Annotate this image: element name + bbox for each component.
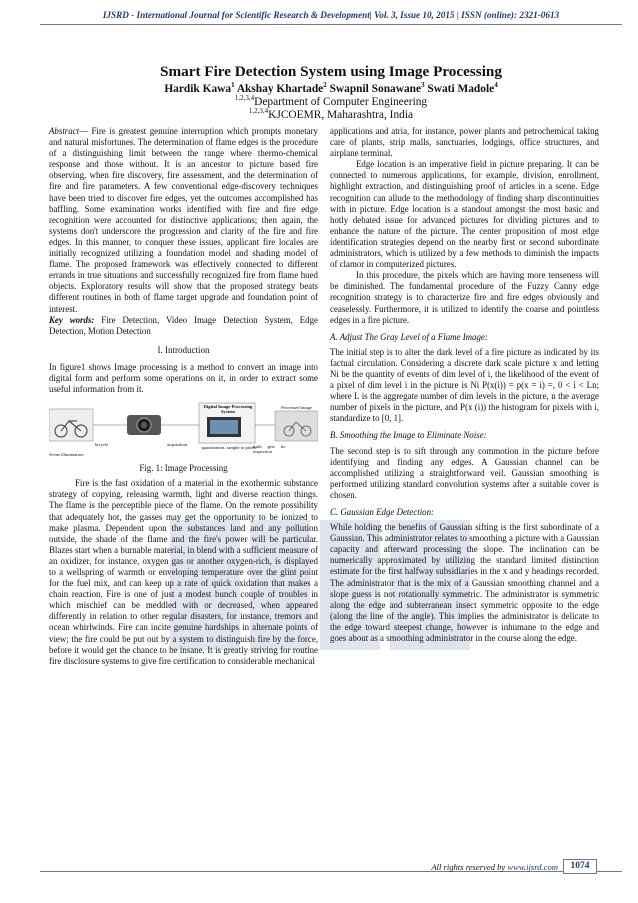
body-paragraph: In this procedure, the pixels which are having more tenseness will be diminished. The fundamental procedure of the Fuzzy Canny edge recognition strategy is to characterize fire and fire edges obviously and ceaselessly. Furthermore, it is utilized to identify the coarse and pointless edges in a fire picture. (330, 270, 599, 325)
page-number: 1074 (563, 859, 597, 874)
figure-label-process: quantization, sample to pixels (201, 445, 257, 451)
intro-paragraph: In figure1 shows Image processing is a method to convert an image into digital form and perform some operations on it, in order to extract some useful information from it. (49, 361, 318, 395)
author-name: Swati Madole (427, 83, 495, 95)
subsection-heading: B. Smoothing the Image to Eliminate Noise: (330, 430, 487, 441)
author-name: Swapnil Sonawane (329, 83, 422, 95)
body-paragraph: The initial step is to alter the dark level of a fire picture as indicated by its factual circulation. Considering a discrete dark scale picture x and letting Ni be the quantity of events of dim level of i, the likelihood of the event of a pixel of dim level i in the picture is Ni P(x(i)) = p(x = i) =, 0 < i < Ln; where L is the aggregate number of dim levels in the picture, n the average number of pixels in the picture, and P(x (i)) the histogram for pixels with i, standardize to [0, 1]. (330, 346, 599, 424)
body-paragraph: applications and atria, for instance, power plants and petrochemical taking care of plants, strip malls, sanctuaries, lodgings, office structures, and airplane terminal. (330, 126, 599, 159)
author-name: Hardik Kawa (164, 83, 232, 95)
figure-label-output-note: truth gets its inspection (253, 444, 285, 455)
keywords: Key words: Fire Detection, Video Image Detection System, Edge Detection, Motion Detection (49, 314, 318, 336)
title-block (40, 63, 622, 122)
figure-label-input: bicycle (95, 442, 109, 448)
figure-label-box: Digital Image Processing System (203, 404, 253, 415)
body-paragraph: Edge location is an imperative field in picture preparing. It can be connected to numerous applications, for example, division, enrollment, highlight extraction, and distinguishing proof of articles in a scene. Edge recognition can allude to the methodology of finding sharp discontinuities with in picture. Edge location is a standout amongst the most basic and hotly debated issue for advanced pictures for dividing pictures and to enhance the nature of the picture. The center proposition of most edge identification strategies depend on the nearby first or second subordinate administrators, which is utilized by a few methods to diminish the impacts of clamor in computerized pictures. (330, 159, 599, 270)
figure-label-camera: acquisition (167, 442, 188, 448)
figure-image-processing (49, 401, 318, 459)
body-paragraph: The second step is to sift through any commotion in the picture before identifying and finding any edges. A Gaussian channel can be accomplished utilizing a straightforward veil. Gaussian smoothing is performed utilizing standard convolution systems after a suitable cover is chosen. (330, 445, 599, 500)
body-paragraph: While holding the benefits of Gaussian sifting is the first subordinate of a Gaussian. This administrator relates to smoothing a picture with a Gaussian capacity and afterward processing the slope. The inclination can be numerically approximated by utilizing the standard limited distinction estimate for the first halfway subsidiaries in the x and y headings recorded. The administrator that is the mix of a Gaussian smoothing channel and a slope guess is not rotationally symmetric. The administrator is symmetric along the edge and subterranean insect symmetric opposite to the edge (along the line of the angle). This implies the administrator is delicate to the edge toward steepest change, however is inhumane to the edge and goes about as a smoothing administrator in the course along the edge. (330, 522, 599, 644)
author-name: Akshay Khartade (236, 83, 324, 95)
abstract-label: Abstract (49, 126, 80, 136)
affiliation: $^{1,2,3,4}$Department of Computer Engineering (234, 94, 428, 108)
subsection-heading: A. Adjust The Gray Level of a Flame Image: (330, 331, 488, 342)
right-column (330, 126, 599, 644)
footer-copyright: All rights reserved by www.ijsrd.com (431, 862, 558, 872)
paper-title: Smart Fire Detection System using Image Processing (160, 63, 502, 80)
subsection-heading: C. Gaussian Edge Detection: (330, 507, 435, 517)
body-paragraph: Fire is the fast oxidation of a material in the exothermic substance strategy of copying, releasing warmth, light and diverse reaction things. The flame is the perceptible piece of the flame. On the remote possibility that adequately hot, the gasses may get the opportunity to be ionized to make plasma. Dependent upon the substances land and any pollution outside, the shade of the flame and the fire's power will be particular. Blazes start when a burnable material, in blend with a sufficient measure of an oxidizer, for instance, oxygen gas or another oxygen-rich, is displayed to a wellspring of warmth or enveloping temperature over the glint point for the fuel mix, and can keep up a rate of quick oxidation that makes a chain reaction. Fire is one of just a modest bunch couple of troubles in which mischief can be meddled with or decreased, when appeared differently in relation to other regular disasters, for instance, tremors and ocean whirlwinds. Fire can incite genuine hardships in alternate points of view; the fire could be put out by a system to distinguish fire by the force, before it would get the chance to be insane. It is greatly striving for routine fire disclosure systems to give fire certification to considerable mechanical (49, 478, 318, 666)
left-column (49, 126, 318, 667)
figure-label-output: Processed image (281, 405, 312, 411)
abstract: Abstract— Fire is greatest genuine interruption which prompts monetary and natural misfortunes. The determination of flame edges is the procedure of a distinguishing limit between the range where thermo-chemical response and those without. It is an ancestor to picture based fire observing, when fire discovery, fire assessment, and the determination of fire and fire parameters. A few conventional edge-discovery techniques have been tried to discover fire edges, yet the outcomes accomplished has baffling. Some examination works identified with fire and fire edge recognition were accounted for distinctive applications; then again, the systems don't underscore the progression and clarity of the fire and fire edges. In this manner, to conquer these issues, applicant fire locales are initially recognized utilizing a foundation model and shading model of flame. The proposed framework was effectively connected to different errands in true situations and successfully recognized fire from flame hued objects. Exploratory results will show that the proposed strategy beats different routines in both of flame target upgrade and foundation point of interest. (49, 126, 318, 314)
footer-site-link[interactable]: www.ijsrd.com (507, 862, 558, 872)
figure-caption: Fig. 1: Image Processing (139, 463, 228, 474)
keywords-label: Key words: (49, 314, 95, 325)
affiliation: $^{1,2,3,4}$KJCOEMR, Maharashtra, India (248, 107, 414, 121)
section-heading: I. Introduction (157, 344, 210, 355)
journal-header: IJSRD - International Journal for Scientific Research & Development| Vol. 3, Issue 10, 2015 | ISSN (online): 2321-0613 (40, 8, 622, 25)
author-list: Hardik Kawa$^1$ Akshay Khartade$^2$ Swapnil Sonawane$^3$ Swati Madole$^4$ (164, 81, 498, 95)
figure-label-source: Scene illumination (49, 452, 84, 458)
